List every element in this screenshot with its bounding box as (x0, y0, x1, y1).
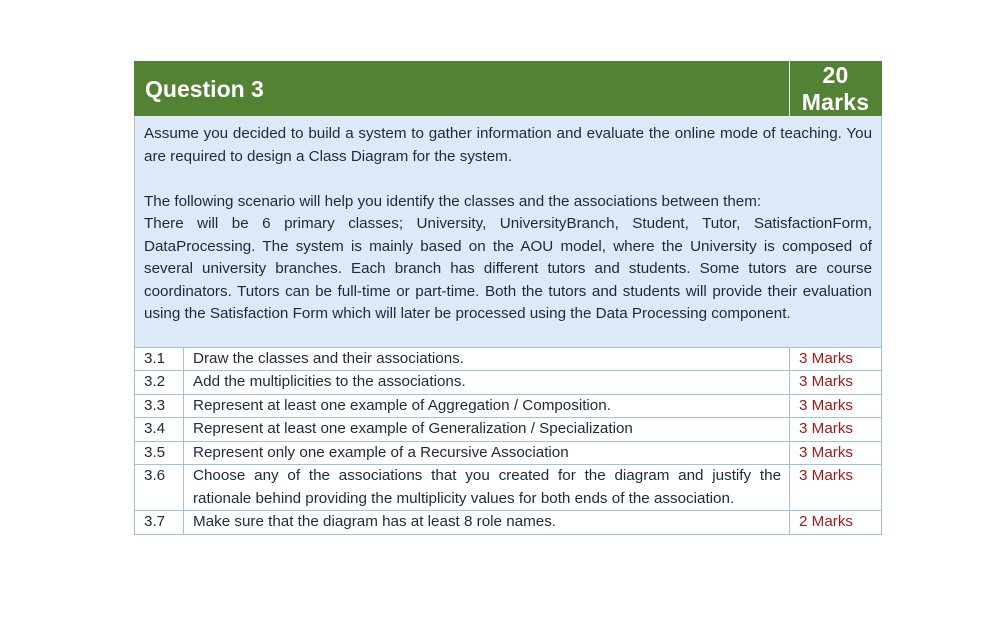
task-number: 3.3 (135, 394, 184, 418)
task-marks: 3 Marks (790, 347, 882, 371)
question-intro (135, 117, 882, 348)
task-number: 3.1 (135, 347, 184, 371)
task-number: 3.7 (135, 511, 184, 535)
task-description: Add the multiplicities to the associations. (184, 371, 790, 395)
task-marks: 3 Marks (790, 418, 882, 442)
task-row (135, 371, 882, 395)
question-header (135, 62, 882, 117)
question-intro-row (135, 117, 882, 348)
intro-paragraph: Assume you decided to build a system to gather information and evaluate the online mode of teaching. You are required to design a Class Diagram for the system. (144, 125, 873, 165)
task-marks: 2 Marks (790, 511, 882, 535)
task-number: 3.2 (135, 371, 184, 395)
task-row (135, 511, 882, 535)
question-title: Question 3 (135, 62, 790, 117)
task-row (135, 418, 882, 442)
task-row (135, 394, 882, 418)
task-number: 3.4 (135, 418, 184, 442)
task-row (135, 347, 882, 371)
intro-paragraph: The following scenario will help you identify the classes and the associations between them: (144, 192, 762, 210)
task-marks: 3 Marks (790, 394, 882, 418)
task-marks: 3 Marks (790, 441, 882, 465)
task-marks: 3 Marks (790, 465, 882, 511)
task-row (135, 465, 882, 511)
question-total-marks: 20 Marks (790, 62, 882, 117)
intro-paragraph: There will be 6 primary classes; University, UniversityBranch, Student, Tutor, SatisfactionForm, DataProcessing. The system is mainly based on the AOU model, where the University is composed of several university branches. Each branch has different tutors and students. Some tutors are course coordinators. Tutors can be full-time or part-time. Both the tutors and students will provide their evaluation using the Satisfaction Form which will later be processed using the Data Processing component. (144, 215, 873, 322)
question-table (134, 61, 882, 535)
task-row (135, 441, 882, 465)
task-description: Draw the classes and their associations. (184, 347, 790, 371)
task-description: Represent at least one example of Aggregation / Composition. (184, 394, 790, 418)
task-description: Choose any of the associations that you created for the diagram and justify the rationale behind providing the multiplicity values for both ends of the association. (184, 465, 790, 511)
task-number: 3.5 (135, 441, 184, 465)
task-number: 3.6 (135, 465, 184, 511)
task-description: Represent at least one example of Generalization / Specialization (184, 418, 790, 442)
task-marks: 3 Marks (790, 371, 882, 395)
task-description: Represent only one example of a Recursive Association (184, 441, 790, 465)
task-description: Make sure that the diagram has at least 8 role names. (184, 511, 790, 535)
